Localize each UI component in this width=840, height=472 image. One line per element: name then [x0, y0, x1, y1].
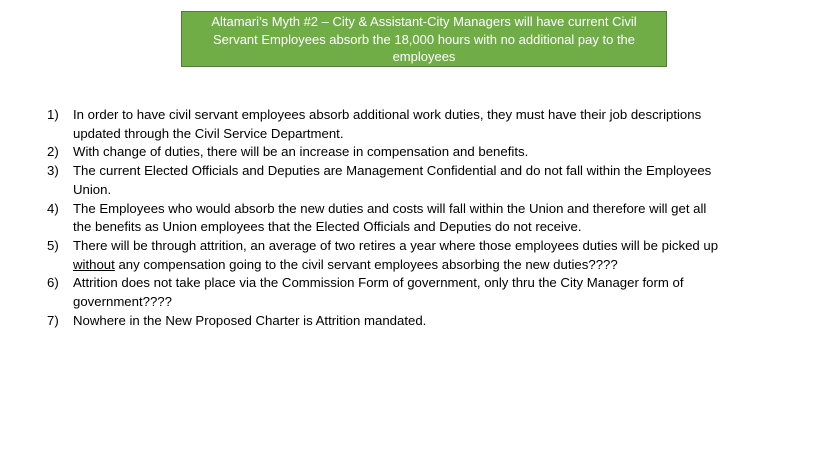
list-item-text: The Employees who would absorb the new duties and costs will fall within the Union and therefore will get all	[73, 200, 707, 216]
list-item-number: 4)	[47, 200, 59, 216]
list-item-text: With change of duties, there will be an increase in compensation and benefits.	[73, 144, 529, 160]
list-item-text: Union.	[73, 181, 112, 197]
list-item	[47, 274, 807, 311]
numbered-list	[47, 106, 807, 330]
list-item-number: 6)	[47, 275, 59, 291]
list-item-text: government????	[73, 294, 172, 310]
list-item-text: In order to have civil servant employees absorb additional work duties, they must have their job descriptions	[73, 107, 702, 122]
slide-title-line-1: Altamari’s Myth #2 – City & Assistant-City Managers will have current Civil	[211, 14, 637, 29]
list-item	[47, 200, 807, 237]
list-item-text: Attrition does not take place via the Commission Form of government, only thru the City Manager form of	[73, 275, 684, 291]
list-item-text-rest: any compensation going to the civil servant employees absorbing the new duties????	[114, 256, 618, 272]
list-item	[47, 143, 807, 162]
list-item	[47, 237, 807, 274]
list-item-text: There will be through attrition, an average of two retires a year where those employees duties will be picked up	[73, 237, 719, 253]
list-item-text-second-line	[73, 256, 807, 275]
list-item-text: the benefits as Union employees that the Elected Officials and Deputies do not receive.	[73, 219, 582, 235]
list-item-text: updated through the Civil Service Department.	[73, 125, 344, 141]
slide-title	[181, 11, 667, 67]
list-item-number: 7)	[47, 312, 59, 328]
slide-title-line-3: employees	[392, 49, 456, 64]
list-item-text: The current Elected Officials and Deputies are Management Confidential and do not fall within the Employees	[73, 163, 712, 179]
slide-title-line-2: Servant Employees absorb the 18,000 hours with no additional pay to the	[212, 31, 636, 47]
list-item-number: 2)	[47, 144, 59, 160]
list-item-number: 5)	[47, 237, 59, 253]
underlined-word: without	[73, 256, 115, 272]
list-item	[47, 162, 807, 199]
list-item-number: 1)	[47, 107, 59, 122]
list-item-number: 3)	[47, 163, 59, 179]
list-item	[47, 312, 807, 331]
list-item-text: Nowhere in the New Proposed Charter is Attrition mandated.	[73, 312, 427, 328]
list-item	[47, 106, 807, 143]
